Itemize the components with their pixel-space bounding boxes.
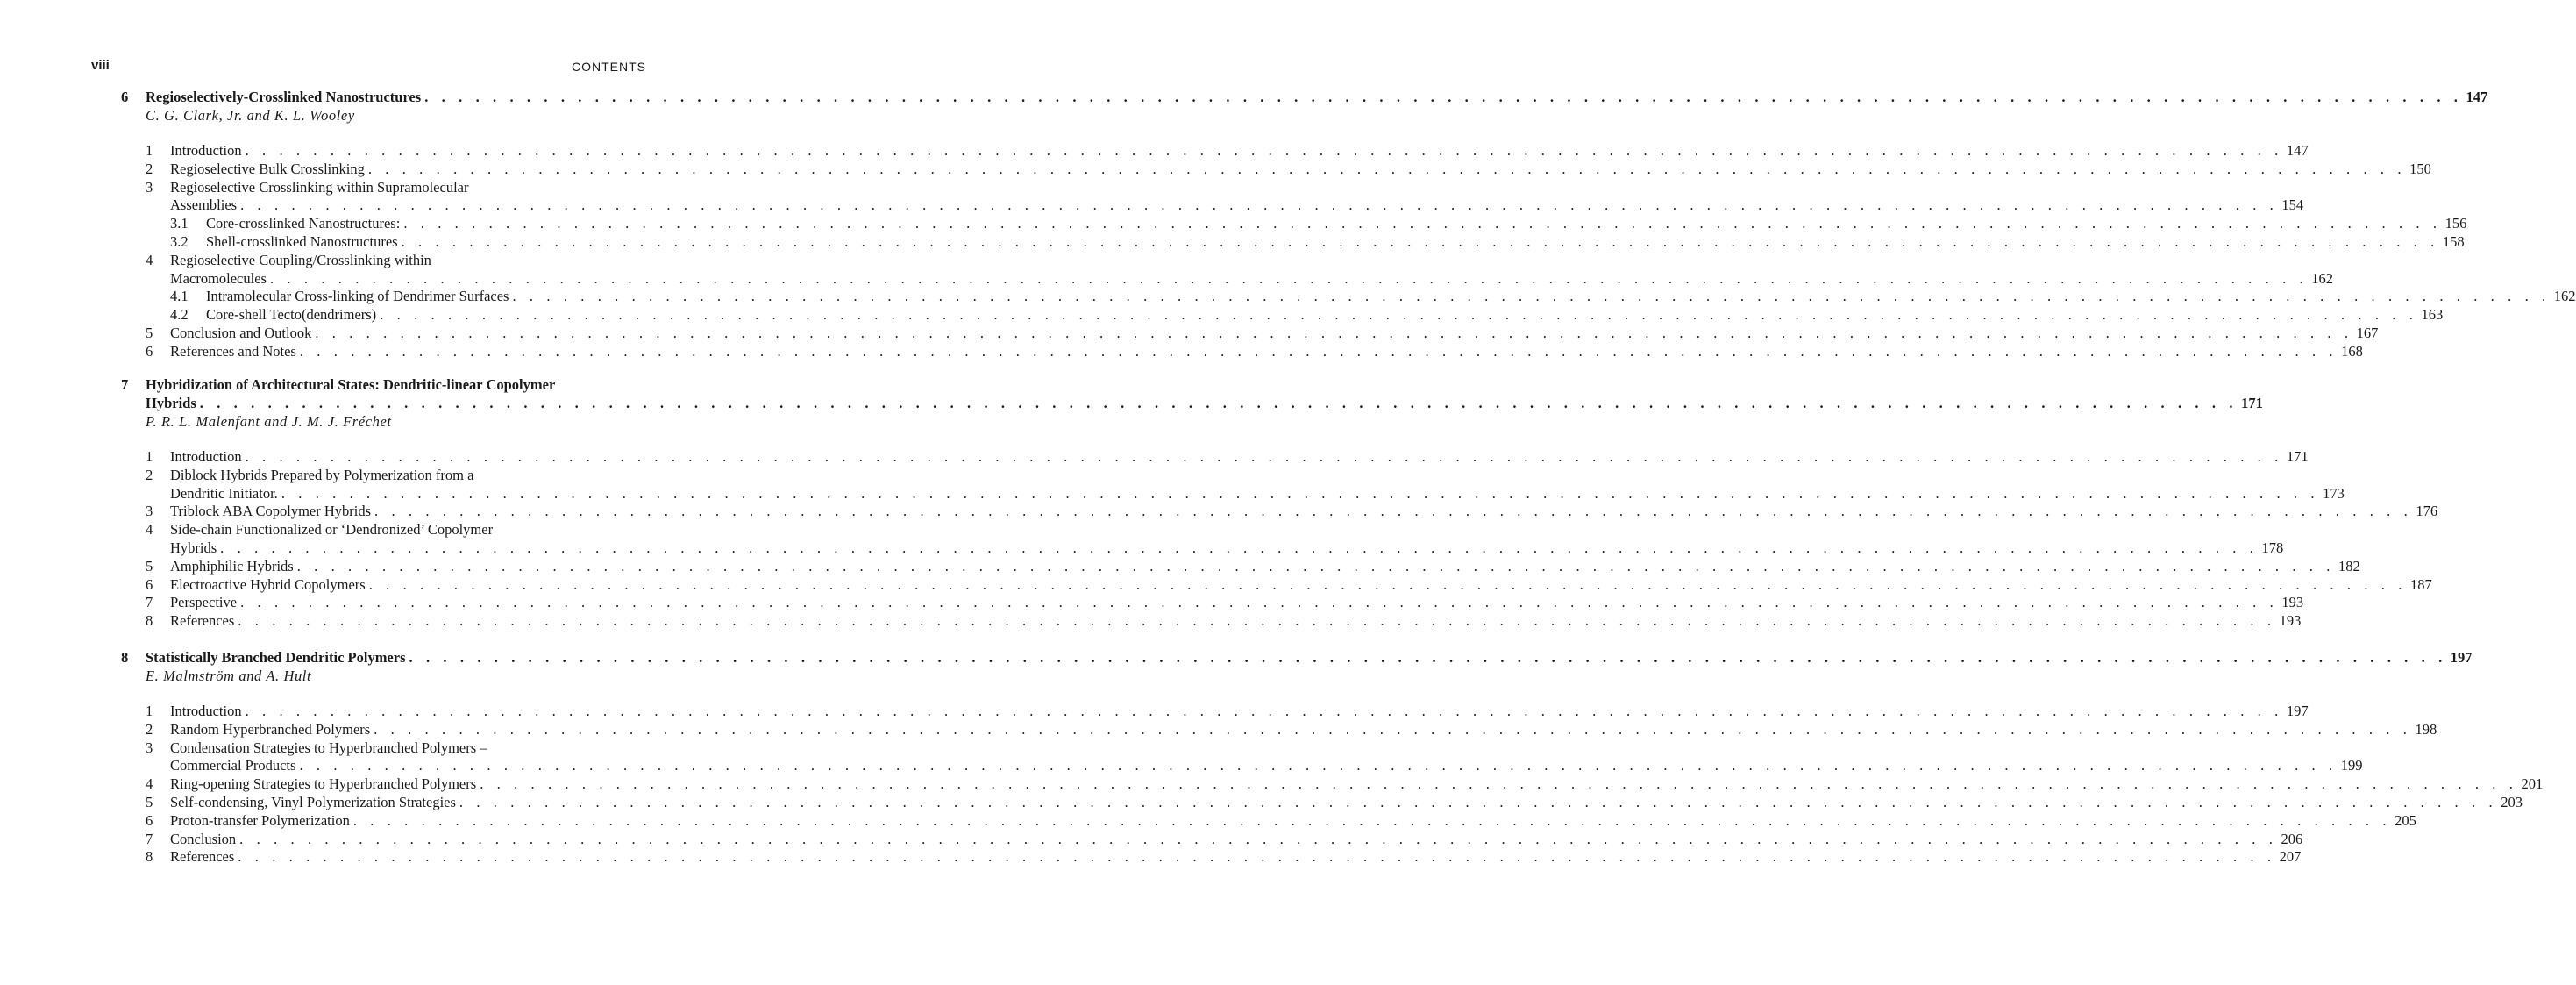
dot-leader: . . . . . . . . . . . . . . . . . . . . . . . . . . . . . . . . . . . . . . . . . . . . . . . . . . . . . . . . . . . . . . . . . . . . . . . . . . . . . . . . . . . . . . . . . . . . . . . . . . . . . . . . . . . . . . . . . . . . . . . .	[403, 215, 2442, 232]
dot-leader: . . . . . . . . . . . . . . . . . . . . . . . . . . . . . . . . . . . . . . . . . . . . . . . . . . . . . . . . . . . . . . . . . . . . . . . . . . . . . . . . . . . . . . . . . . . . . . . . . . . . . . . . . . . . . . . . . . . . . . . .	[424, 89, 2463, 105]
chapter-title-leader	[146, 88, 2488, 106]
section-leader	[170, 775, 2544, 794]
chapter-title-row	[121, 375, 646, 394]
running-header: CONTENTS	[572, 60, 646, 74]
toc-section-row	[91, 557, 2360, 576]
toc-section-row	[91, 521, 646, 539]
dot-leader: . . . . . . . . . . . . . . . . . . . . . . . . . . . . . . . . . . . . . . . . . . . . . . . . . . . . . . . . . . . . . . . . . . . . . . . . . . . . . . . . . . . . . . . . . . . . . . . . . . . . . . . . . . . . . . . . . . . . . . . .	[238, 848, 2276, 866]
section-title[interactable]: Introduction	[170, 448, 246, 467]
chapter-8	[91, 648, 2544, 867]
section-title[interactable]: Amphiphilic Hybrids	[170, 558, 297, 576]
toc-section-row	[91, 324, 2379, 343]
section-number: 8	[146, 848, 153, 866]
section-title[interactable]: Condensation Strategies to Hyperbranched Polymers –	[170, 739, 487, 756]
section-leader	[170, 484, 2345, 503]
section-title[interactable]: Self-condensing, Vinyl Polymerization Strategies	[170, 794, 459, 812]
section-title[interactable]: Macromolecules	[170, 270, 270, 289]
section-number: 5	[146, 793, 153, 810]
chapter-authors: E. Malmström and A. Hult	[146, 667, 312, 684]
chapter-title-row	[146, 394, 2263, 412]
section-number: 5	[146, 557, 153, 575]
subsection-number: 4.1	[170, 288, 189, 305]
section-title[interactable]: References	[170, 612, 238, 631]
dot-leader: . . . . . . . . . . . . . . . . . . . . . . . . . . . . . . . . . . . . . . . . . . . . . . . . . . . . . . . . . . . . . . . . . . . . . . . . . . . . . . . . . . . . . . . . . . . . . . . . . . . . . . . . . . . . . . . . . . . . . . . .	[380, 306, 2418, 324]
toc-section-row	[91, 775, 2544, 794]
subsection-leader	[206, 232, 2465, 252]
section-title[interactable]: Introduction	[170, 703, 246, 721]
dot-leader: . . . . . . . . . . . . . . . . . . . . . . . . . . . . . . . . . . . . . . . . . . . . . . . . . . . . . . . . . . . . . . . . . . . . . . . . . . . . . . . . . . . . . . . . . . . . . . . . . . . . . . . . . . . . . . . . . . . . . . . .	[409, 649, 2447, 666]
section-number: 4	[146, 775, 153, 793]
section-page: 167	[2353, 325, 2379, 343]
section-number: 5	[146, 324, 153, 341]
section-page: 178	[2258, 539, 2283, 558]
toc-subsection-row	[91, 306, 2444, 325]
section-title[interactable]: Side-chain Functionalized or ‘Dendronized’ Copolymer	[170, 521, 494, 539]
chapter-title[interactable]: Statistically Branched Dendritic Polymers	[146, 648, 409, 667]
subsection-title[interactable]: Intramolecular Cross-linking of Dendrimer Surfaces	[206, 288, 512, 306]
subsection-title[interactable]: Core-shell Tecto(dendrimers)	[206, 306, 380, 325]
section-number: 1	[146, 703, 153, 719]
chapter-page: 147	[2463, 88, 2488, 106]
toc-section-row	[91, 342, 2363, 361]
dot-leader: . . . . . . . . . . . . . . . . . . . . . . . . . . . . . . . . . . . . . . . . . . . . . . . . . . . . . . . . . . . . . . . . . . . . . . . . . . . . . . . . . . . . . . . . . . . . . . . . . . . . . . . . . . . . . . . . . . . . . . . .	[352, 811, 2392, 829]
section-number: 8	[146, 612, 153, 630]
dot-leader: . . . . . . . . . . . . . . . . . . . . . . . . . . . . . . . . . . . . . . . . . . . . . . . . . . . . . . . . . . . . . . . . . . . . . . . . . . . . . . . . . . . . . . . . . . . . . . . . . . . . . . . . . . . . . . . . . . . . . . . .	[315, 324, 2353, 341]
section-page: 147	[2283, 142, 2309, 161]
section-number: 6	[146, 811, 153, 829]
subsection-leader	[206, 215, 2467, 233]
toc-section-row	[91, 575, 2432, 595]
section-title[interactable]: Regioselective Crosslinking within Supramolecular	[170, 178, 469, 196]
section-leader	[170, 324, 2379, 343]
dot-leader: . . . . . . . . . . . . . . . . . . . . . . . . . . . . . . . . . . . . . . . . . . . . . . . . . . . . . . . . . . . . . . . . . . . . . . . . . . . . . . . . . . . . . . . . . . . . . . . . . . . . . . . . . . . . . . . . . . . . . . . .	[299, 342, 2338, 360]
dot-leader: . . . . . . . . . . . . . . . . . . . . . . . . . . . . . . . . . . . . . . . . . . . . . . . . . . . . . . . . . . . . . . . . . . . . . . . . . . . . . . . . . . . . . . . . . . . . . . . . . . . . . . . . . . . . . . . . . . . . . . . .	[199, 395, 2238, 411]
section-page: 197	[2283, 703, 2309, 721]
subsection-title[interactable]: Core-crosslinked Nanostructures:	[206, 215, 403, 233]
section-leader	[170, 269, 2333, 289]
section-leader	[170, 793, 2523, 812]
dot-leader: . . . . . . . . . . . . . . . . . . . . . . . . . . . . . . . . . . . . . . . . . . . . . . . . . . . . . . . . . . . . . . . . . . . . . . . . . . . . . . . . . . . . . . . . . . . . . . . . . . . . . . . . . . . . . . . . . . . . . . . .	[245, 703, 2283, 719]
section-leader	[170, 612, 2302, 631]
section-page: 193	[2276, 612, 2302, 631]
section-leader	[170, 720, 2437, 739]
section-leader	[170, 342, 2363, 361]
subsection-leader	[206, 288, 2576, 306]
section-leader	[170, 811, 2416, 831]
toc-section-row	[91, 179, 646, 197]
section-title[interactable]: Hybrids	[170, 539, 220, 558]
section-number: 6	[146, 575, 153, 593]
chapter-number: 7	[121, 376, 129, 393]
section-title[interactable]: Conclusion	[170, 831, 239, 849]
subsection-page: 162	[2551, 288, 2576, 306]
dot-leader: . . . . . . . . . . . . . . . . . . . . . . . . . . . . . . . . . . . . . . . . . . . . . . . . . . . . . . . . . . . . . . . . . . . . . . . . . . . . . . . . . . . . . . . . . . . . . . . . . . . . . . . . . . . . . . . . . . . . . . . .	[480, 775, 2518, 793]
section-number: 2	[146, 720, 153, 738]
toc-section-row	[91, 848, 2302, 867]
section-title[interactable]: Ring-opening Strategies to Hyperbranched Polymers	[170, 775, 480, 794]
section-leader	[170, 160, 2431, 179]
section-leader	[170, 142, 2309, 161]
section-number: 3	[146, 739, 153, 756]
section-number: 6	[146, 342, 153, 360]
section-leader	[170, 503, 2438, 521]
section-title[interactable]: Dendritic Initiator.	[170, 485, 281, 503]
section-title[interactable]: Conclusion and Outlook	[170, 325, 315, 343]
section-leader	[170, 196, 2304, 215]
section-title[interactable]: References	[170, 848, 238, 867]
subsection-page: 163	[2417, 306, 2443, 325]
section-page: 150	[2406, 161, 2431, 179]
toc-section-row	[91, 503, 2438, 521]
section-leader	[170, 830, 2303, 849]
subsection-leader	[206, 306, 2444, 325]
section-number: 2	[146, 466, 153, 483]
section-leader	[170, 539, 2284, 558]
subsection-page: 156	[2442, 215, 2467, 233]
section-leader	[170, 557, 2360, 576]
section-title[interactable]: References and Notes	[170, 343, 300, 361]
chapter-title-leader	[146, 648, 2473, 667]
chapter-page: 171	[2238, 394, 2263, 412]
section-page: 176	[2412, 503, 2437, 521]
subsection-number: 3.2	[170, 232, 189, 250]
toc-section-row-cont	[91, 269, 2333, 289]
section-title[interactable]: Diblock Hybrids Prepared by Polymerization from a	[170, 466, 474, 483]
toc-section-row-cont	[91, 484, 2345, 503]
section-page: 162	[2308, 270, 2333, 289]
section-title[interactable]: Regioselective Coupling/Crosslinking within	[170, 251, 431, 268]
section-page: 168	[2338, 343, 2363, 361]
dot-leader: . . . . . . . . . . . . . . . . . . . . . . . . . . . . . . . . . . . . . . . . . . . . . . . . . . . . . . . . . . . . . . . . . . . . . . . . . . . . . . . . . . . . . . . . . . . . . . . . . . . . . . . . . . . . . . . . . . . . . . . .	[245, 142, 2283, 159]
chapter-title-row	[121, 648, 2473, 667]
section-title[interactable]: Regioselective Bulk Crosslinking	[170, 161, 368, 179]
section-number: 3	[146, 503, 153, 520]
dot-leader: . . . . . . . . . . . . . . . . . . . . . . . . . . . . . . . . . . . . . . . . . . . . . . . . . . . . . . . . . . . . . . . . . . . . . . . . . . . . . . . . . . . . . . . . . . . . . . . . . . . . . . . . . . . . . . . . . . . . . . . .	[220, 539, 2259, 556]
section-title[interactable]: Commercial Products	[170, 757, 299, 775]
section-title[interactable]: Electroactive Hybrid Copolymers	[170, 576, 369, 595]
section-leader	[170, 757, 2363, 775]
toc-section-row-cont	[91, 539, 2284, 558]
toc-section-row-cont	[91, 757, 2363, 775]
section-page: 206	[2277, 831, 2302, 849]
subsection-page: 158	[2439, 233, 2465, 252]
toc-subsection-row	[91, 232, 2465, 252]
dot-leader: . . . . . . . . . . . . . . . . . . . . . . . . . . . . . . . . . . . . . . . . . . . . . . . . . . . . . . . . . . . . . . . . . . . . . . . . . . . . . . . . . . . . . . . . . . . . . . . . . . . . . . . . . . . . . . . . . . . . . . . .	[374, 503, 2413, 520]
toc-section-row	[91, 448, 2309, 467]
chapter-authors: P. R. L. Malenfant and J. M. J. Fréchet	[146, 413, 392, 430]
section-leader	[170, 703, 2309, 721]
section-page: 193	[2278, 594, 2303, 612]
section-number: 7	[146, 594, 153, 611]
chapter-7	[91, 375, 2438, 631]
subsection-title[interactable]: Shell-crosslinked Nanostructures	[206, 233, 402, 252]
toc-subsection-row	[91, 288, 2576, 306]
dot-leader: . . . . . . . . . . . . . . . . . . . . . . . . . . . . . . . . . . . . . . . . . . . . . . . . . . . . . . . . . . . . . . . . . . . . . . . . . . . . . . . . . . . . . . . . . . . . . . . . . . . . . . . . . . . . . . . . . . . . . . . .	[512, 288, 2551, 305]
chapter-6	[91, 88, 2576, 361]
dot-leader: . . . . . . . . . . . . . . . . . . . . . . . . . . . . . . . . . . . . . . . . . . . . . . . . . . . . . . . . . . . . . . . . . . . . . . . . . . . . . . . . . . . . . . . . . . . . . . . . . . . . . . . . . . . . . . . . . . . . . . . .	[367, 160, 2407, 177]
dot-leader: . . . . . . . . . . . . . . . . . . . . . . . . . . . . . . . . . . . . . . . . . . . . . . . . . . . . . . . . . . . . . . . . . . . . . . . . . . . . . . . . . . . . . . . . . . . . . . . . . . . . . . . . . . . . . . . . . . . . . . . .	[281, 484, 2320, 502]
dot-leader: . . . . . . . . . . . . . . . . . . . . . . . . . . . . . . . . . . . . . . . . . . . . . . . . . . . . . . . . . . . . . . . . . . . . . . . . . . . . . . . . . . . . . . . . . . . . . . . . . . . . . . . . . . . . . . . . . . . . . . . .	[401, 232, 2439, 250]
section-title[interactable]: Introduction	[170, 142, 246, 161]
dot-leader: . . . . . . . . . . . . . . . . . . . . . . . . . . . . . . . . . . . . . . . . . . . . . . . . . . . . . . . . . . . . . . . . . . . . . . . . . . . . . . . . . . . . . . . . . . . . . . . . . . . . . . . . . . . . . . . . . . . . . . . .	[240, 594, 2279, 611]
section-page: 182	[2335, 558, 2360, 576]
dot-leader: . . . . . . . . . . . . . . . . . . . . . . . . . . . . . . . . . . . . . . . . . . . . . . . . . . . . . . . . . . . . . . . . . . . . . . . . . . . . . . . . . . . . . . . . . . . . . . . . . . . . . . . . . . . . . . . . . . . . . . . .	[238, 612, 2276, 630]
dot-leader: . . . . . . . . . . . . . . . . . . . . . . . . . . . . . . . . . . . . . . . . . . . . . . . . . . . . . . . . . . . . . . . . . . . . . . . . . . . . . . . . . . . . . . . . . . . . . . . . . . . . . . . . . . . . . . . . . . . . . . . .	[239, 830, 2278, 847]
subsection-number: 4.2	[170, 306, 189, 324]
dot-leader: . . . . . . . . . . . . . . . . . . . . . . . . . . . . . . . . . . . . . . . . . . . . . . . . . . . . . . . . . . . . . . . . . . . . . . . . . . . . . . . . . . . . . . . . . . . . . . . . . . . . . . . . . . . . . . . . . . . . . . . .	[368, 575, 2407, 593]
section-page: 173	[2319, 485, 2345, 503]
chapter-title[interactable]: Hybridization of Architectural States: Dendritic-linear Copolymer	[146, 376, 556, 393]
toc-section-row	[91, 739, 646, 758]
section-number: 1	[146, 448, 153, 465]
section-title[interactable]: Proton-transfer Polymerization	[170, 812, 353, 831]
page-folio: viii	[91, 58, 110, 73]
toc-subsection-row	[91, 215, 2467, 233]
section-leader	[170, 575, 2432, 595]
toc-section-row	[91, 160, 2431, 179]
section-number: 4	[146, 521, 153, 539]
subsection-number: 3.1	[170, 215, 189, 232]
section-title[interactable]: Triblock ABA Copolymer Hybrids	[170, 503, 374, 521]
toc-section-row	[91, 720, 2437, 739]
section-page: 154	[2278, 196, 2303, 215]
section-number: 4	[146, 251, 153, 268]
chapter-authors: C. G. Clark, Jr. and K. L. Wooley	[146, 107, 355, 124]
dot-leader: . . . . . . . . . . . . . . . . . . . . . . . . . . . . . . . . . . . . . . . . . . . . . . . . . . . . . . . . . . . . . . . . . . . . . . . . . . . . . . . . . . . . . . . . . . . . . . . . . . . . . . . . . . . . . . . . . . . . . . . .	[245, 448, 2283, 465]
toc-section-row	[91, 830, 2303, 849]
section-title[interactable]: Random Hyperbranched Polymers	[170, 721, 374, 739]
section-page: 201	[2517, 775, 2543, 794]
section-leader	[170, 594, 2304, 612]
chapter-title[interactable]: Hybrids	[146, 394, 200, 412]
section-number: 1	[146, 142, 153, 159]
section-leader	[170, 448, 2309, 467]
toc-section-row	[91, 811, 2416, 831]
chapter-title-row	[121, 88, 2488, 106]
chapter-number: 6	[121, 89, 129, 105]
toc-section-row	[91, 793, 2523, 812]
dot-leader: . . . . . . . . . . . . . . . . . . . . . . . . . . . . . . . . . . . . . . . . . . . . . . . . . . . . . . . . . . . . . . . . . . . . . . . . . . . . . . . . . . . . . . . . . . . . . . . . . . . . . . . . . . . . . . . . . . . . . . . .	[374, 720, 2412, 738]
dot-leader: . . . . . . . . . . . . . . . . . . . . . . . . . . . . . . . . . . . . . . . . . . . . . . . . . . . . . . . . . . . . . . . . . . . . . . . . . . . . . . . . . . . . . . . . . . . . . . . . . . . . . . . . . . . . . . . . . . . . . . . .	[240, 196, 2279, 214]
section-page: 205	[2391, 812, 2416, 831]
chapter-title[interactable]: Regioselectively-Crosslinked Nanostructures	[146, 88, 424, 106]
section-page: 198	[2411, 721, 2437, 739]
section-page: 171	[2283, 448, 2309, 467]
section-title[interactable]: Perspective	[170, 594, 240, 612]
section-number: 3	[146, 178, 153, 196]
section-title[interactable]: Assemblies	[170, 196, 240, 215]
section-page: 199	[2338, 757, 2363, 775]
toc-section-row	[91, 612, 2302, 631]
toc-section-row	[91, 467, 646, 485]
dot-leader: . . . . . . . . . . . . . . . . . . . . . . . . . . . . . . . . . . . . . . . . . . . . . . . . . . . . . . . . . . . . . . . . . . . . . . . . . . . . . . . . . . . . . . . . . . . . . . . . . . . . . . . . . . . . . . . . . . . . . . . .	[299, 757, 2338, 774]
chapter-number: 8	[121, 649, 129, 666]
chapter-page: 197	[2447, 648, 2473, 667]
section-page: 187	[2407, 576, 2432, 595]
toc-section-row-cont	[91, 196, 2304, 215]
section-page: 207	[2276, 848, 2302, 867]
section-leader	[170, 848, 2302, 867]
toc-section-row	[91, 594, 2304, 612]
section-number: 7	[146, 830, 153, 847]
dot-leader: . . . . . . . . . . . . . . . . . . . . . . . . . . . . . . . . . . . . . . . . . . . . . . . . . . . . . . . . . . . . . . . . . . . . . . . . . . . . . . . . . . . . . . . . . . . . . . . . . . . . . . . . . . . . . . . . . . . . . . . .	[459, 793, 2498, 810]
toc-section-row	[91, 703, 2309, 721]
chapter-title-leader	[146, 394, 2263, 412]
dot-leader: . . . . . . . . . . . . . . . . . . . . . . . . . . . . . . . . . . . . . . . . . . . . . . . . . . . . . . . . . . . . . . . . . . . . . . . . . . . . . . . . . . . . . . . . . . . . . . . . . . . . . . . . . . . . . . . . . . . . . . . .	[269, 269, 2309, 287]
toc-section-row	[91, 252, 646, 270]
dot-leader: . . . . . . . . . . . . . . . . . . . . . . . . . . . . . . . . . . . . . . . . . . . . . . . . . . . . . . . . . . . . . . . . . . . . . . . . . . . . . . . . . . . . . . . . . . . . . . . . . . . . . . . . . . . . . . . . . . . . . . . .	[296, 557, 2335, 575]
section-number: 2	[146, 160, 153, 177]
toc-section-row	[91, 142, 2309, 161]
section-page: 203	[2497, 794, 2523, 812]
